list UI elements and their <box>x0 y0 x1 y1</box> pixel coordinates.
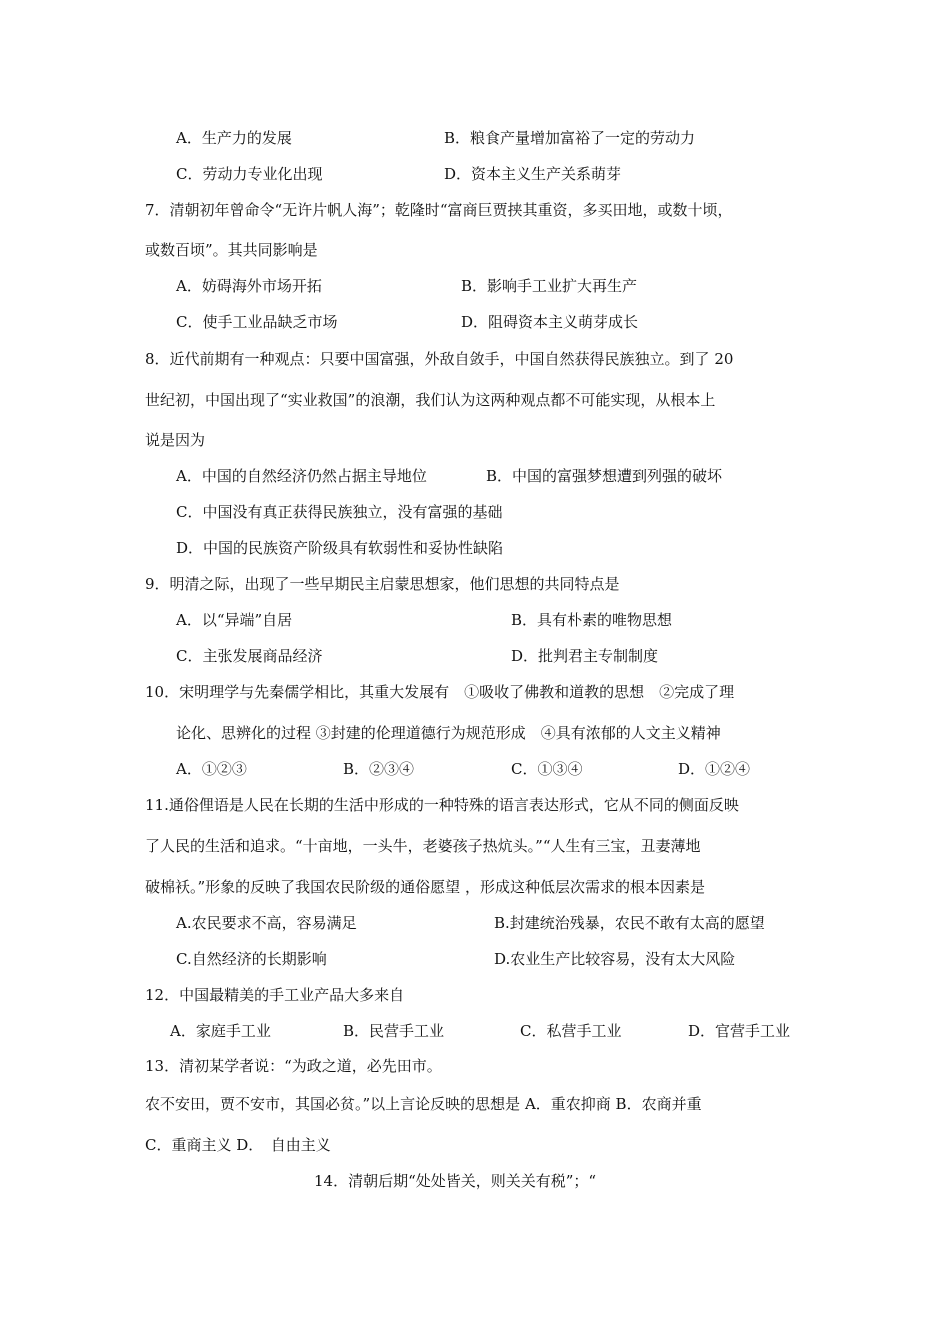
q12-stem: 12．中国最精美的手工业产品大多来自 <box>145 986 405 1004</box>
q11-option-b: B.封建统治残暴，农民不敢有太高的愿望 <box>494 914 765 932</box>
q11-stem-line-1: 11.通俗俚语是人民在长期的生活中形成的一种特殊的语言表达形式，它从不同的侧面反映 <box>145 796 739 814</box>
q8-option-d: D．中国的民族资产阶级具有软弱性和妥协性缺陷 <box>176 539 504 557</box>
q10-option-d: D．①②④ <box>678 760 751 778</box>
q7-option-d: D．阻碍资本主义萌芽成长 <box>461 313 639 331</box>
q10-stem-line-1: 10．宋明理学与先秦儒学相比，其重大发展有 ①吸收了佛教和道教的思想 ②完成了理 <box>145 683 735 701</box>
q13-stem-line-3: C．重商主义 D． 自由主义 <box>145 1136 331 1154</box>
q10-option-b: B．②③④ <box>343 760 415 778</box>
q8-option-a: A．中国的自然经济仍然占据主导地位 <box>176 467 427 485</box>
q7-stem-line-1: 7．清朝初年曾命令“无许片帆人海”；乾隆时“富商巨贾挟其重资，多买田地，或数十顷， <box>145 201 733 219</box>
q8-option-c: C．中国没有真正获得民族独立，没有富强的基础 <box>176 503 503 521</box>
q12-option-c: C．私营手工业 <box>520 1022 622 1040</box>
q7-option-b: B．影响手工业扩大再生产 <box>461 277 638 295</box>
q8-stem-line-3: 说是因为 <box>145 431 206 449</box>
q10-option-c: C．①③④ <box>511 760 583 778</box>
q11-option-c: C.自然经济的长期影响 <box>176 950 327 968</box>
q14-stem: 14．清朝后期“处处皆关，则关关有税”；“ <box>314 1172 597 1190</box>
q6-option-b: B．粮食产量增加富裕了一定的劳动力 <box>444 129 696 147</box>
q9-stem: 9．明清之际，出现了一些早期民主启蒙思想家，他们思想的共同特点是 <box>145 575 620 593</box>
q8-stem-line-2: 世纪初，中国出现了“实业救国”的浪潮，我们认为这两种观点都不可能实现，从根本上 <box>145 391 716 409</box>
q13-stem-line-2: 农不安田，贾不安市，其国必贫。”以上言论反映的思想是 A．重农抑商 B．农商并重 <box>145 1095 702 1113</box>
q7-option-a: A．妨碍海外市场开拓 <box>176 277 322 295</box>
q9-option-b: B．具有朴素的唯物思想 <box>511 611 673 629</box>
q11-option-a: A.农民要求不高，容易满足 <box>176 914 357 932</box>
q8-stem-line-1: 8．近代前期有一种观点：只要中国富强，外敌自敛手，中国自然获得民族独立。到了 20 <box>145 350 734 368</box>
q7-stem-line-2: 或数百顷”。其共同影响是 <box>145 241 318 259</box>
q6-option-c: C．劳动力专业化出现 <box>176 165 323 183</box>
q9-option-c: C．主张发展商品经济 <box>176 647 323 665</box>
q11-stem-line-3: 破棉袄。”形象的反映了我国农民阶级的通俗愿望 ，形成这种低层次需求的根本因素是 <box>145 878 705 896</box>
q10-option-a: A．①②③ <box>176 760 247 778</box>
q12-option-d: D．官营手工业 <box>688 1022 791 1040</box>
q11-stem-line-2: 了人民的生活和追求。“十亩地，一头牛，老婆孩子热炕头。”“人生有三宝，丑妻薄地 <box>145 837 701 855</box>
q6-option-d: D．资本主义生产关系萌芽 <box>444 165 622 183</box>
q9-option-a: A．以“异端”自居 <box>176 611 293 629</box>
q12-option-a: A．家庭手工业 <box>170 1022 271 1040</box>
q11-option-d: D.农业生产比较容易，没有太大风险 <box>494 950 736 968</box>
q7-option-c: C．使手工业品缺乏市场 <box>176 313 338 331</box>
q9-option-d: D．批判君主专制制度 <box>511 647 659 665</box>
q6-option-a: A．生产力的发展 <box>176 129 292 147</box>
q12-option-b: B．民营手工业 <box>343 1022 445 1040</box>
q13-stem-line-1: 13．清初某学者说：“为政之道，必先田市。 <box>145 1057 442 1075</box>
q10-stem-line-2: 论化、思辨化的过程 ③封建的伦理道德行为规范形成 ④具有浓郁的人文主义精神 <box>176 724 721 742</box>
q8-option-b: B．中国的富强梦想遭到列强的破坏 <box>486 467 723 485</box>
